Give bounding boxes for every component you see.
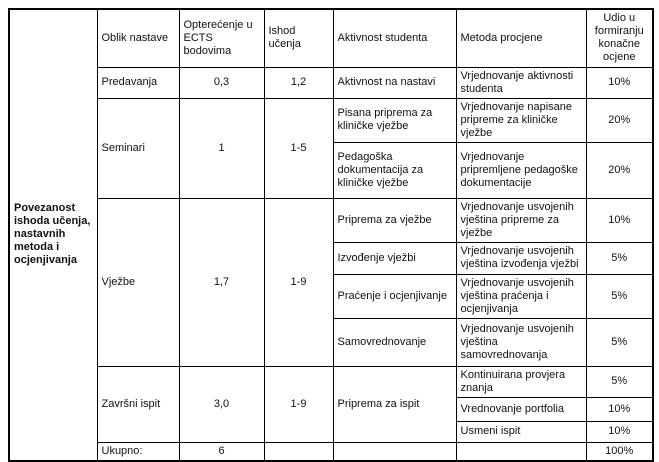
- cell-ukupno-udio: 100%: [586, 442, 653, 461]
- cell-ishod: 1-9: [264, 366, 333, 442]
- cell-udio: 10%: [586, 198, 653, 242]
- cell-udio: 5%: [586, 318, 653, 366]
- cell-metoda: Vrjednovanje usvojenih vještina samovrednovanja: [456, 318, 586, 366]
- table-row: [9, 98, 653, 142]
- cell-metoda: Usmeni ispit: [456, 421, 586, 442]
- table-row: [9, 366, 653, 397]
- cell-ishod: 1-9: [264, 198, 333, 366]
- cell-ects: 1: [179, 98, 264, 198]
- cell-metoda: Vrjednovanje usvojenih vještina praćenja i ocjenjivanja: [456, 274, 586, 318]
- cell-ects: 0,3: [179, 67, 264, 98]
- col-header-oblik-nastave: Oblik nastave: [97, 9, 179, 67]
- cell-aktivnost: Priprema za ispit: [333, 366, 456, 442]
- cell-metoda: Vrednovanje portfolia: [456, 397, 586, 421]
- cell-udio: 20%: [586, 98, 653, 142]
- table-row: [9, 9, 653, 67]
- cell-ukupno-ishod-empty: [264, 442, 333, 461]
- cell-metoda: Vrjednovanje usvojenih vještina pripreme za vježbe: [456, 198, 586, 242]
- assessment-matrix-table: [8, 8, 654, 462]
- cell-ects: 1,7: [179, 198, 264, 366]
- cell-ukupno-label: Ukupno:: [97, 442, 179, 461]
- cell-udio: 10%: [586, 397, 653, 421]
- cell-ishod: 1-5: [264, 98, 333, 198]
- cell-aktivnost: Pisana priprema za kliničke vježbe: [333, 98, 456, 142]
- cell-udio: 10%: [586, 421, 653, 442]
- cell-metoda: Vrjednovanje pripremljene pedagoške dokumentacije: [456, 142, 586, 198]
- cell-ukupno-aktivnost-empty: [333, 442, 456, 461]
- cell-aktivnost: Pedagoška dokumentacija za kliničke vježbe: [333, 142, 456, 198]
- table-row: [9, 67, 653, 98]
- cell-udio: 10%: [586, 67, 653, 98]
- col-header-udio: Udio u formiranju konačne ocjene: [586, 9, 653, 67]
- col-header-ects: Opterećenje u ECTS bodovima: [179, 9, 264, 67]
- cell-aktivnost: Samovrednovanje: [333, 318, 456, 366]
- cell-aktivnost: Praćenje i ocjenjivanje: [333, 274, 456, 318]
- cell-ishod: 1,2: [264, 67, 333, 98]
- col-header-metoda: Metoda procjene: [456, 9, 586, 67]
- col-header-ishod: Ishod učenja: [264, 9, 333, 67]
- cell-ukupno-ects: 6: [179, 442, 264, 461]
- cell-metoda: Vrjednovanje aktivnosti studenta: [456, 67, 586, 98]
- table-row: [9, 198, 653, 242]
- cell-metoda: Vrjednovanje napisane pripreme za kliničke vježbe: [456, 98, 586, 142]
- cell-aktivnost: Izvođenje vježbi: [333, 242, 456, 274]
- cell-oblik: Završni ispit: [97, 366, 179, 442]
- col-header-aktivnost: Aktivnost studenta: [333, 9, 456, 67]
- cell-udio: 5%: [586, 274, 653, 318]
- cell-udio: 5%: [586, 242, 653, 274]
- cell-udio: 20%: [586, 142, 653, 198]
- cell-metoda: Vrjednovanje usvojenih vještina izvođenja vježbi: [456, 242, 586, 274]
- cell-oblik: Vježbe: [97, 198, 179, 366]
- cell-aktivnost: Aktivnost na nastavi: [333, 67, 456, 98]
- cell-oblik: Seminari: [97, 98, 179, 198]
- row-header-povezanost: Povezanost ishoda učenja, nastavnih metoda i ocjenjivanja: [9, 9, 97, 461]
- cell-oblik: Predavanja: [97, 67, 179, 98]
- cell-ukupno-metoda-empty: [456, 442, 586, 461]
- cell-aktivnost: Priprema za vježbe: [333, 198, 456, 242]
- table-row: [9, 442, 653, 461]
- cell-udio: 5%: [586, 366, 653, 397]
- cell-metoda: Kontinuirana provjera znanja: [456, 366, 586, 397]
- cell-ects: 3,0: [179, 366, 264, 442]
